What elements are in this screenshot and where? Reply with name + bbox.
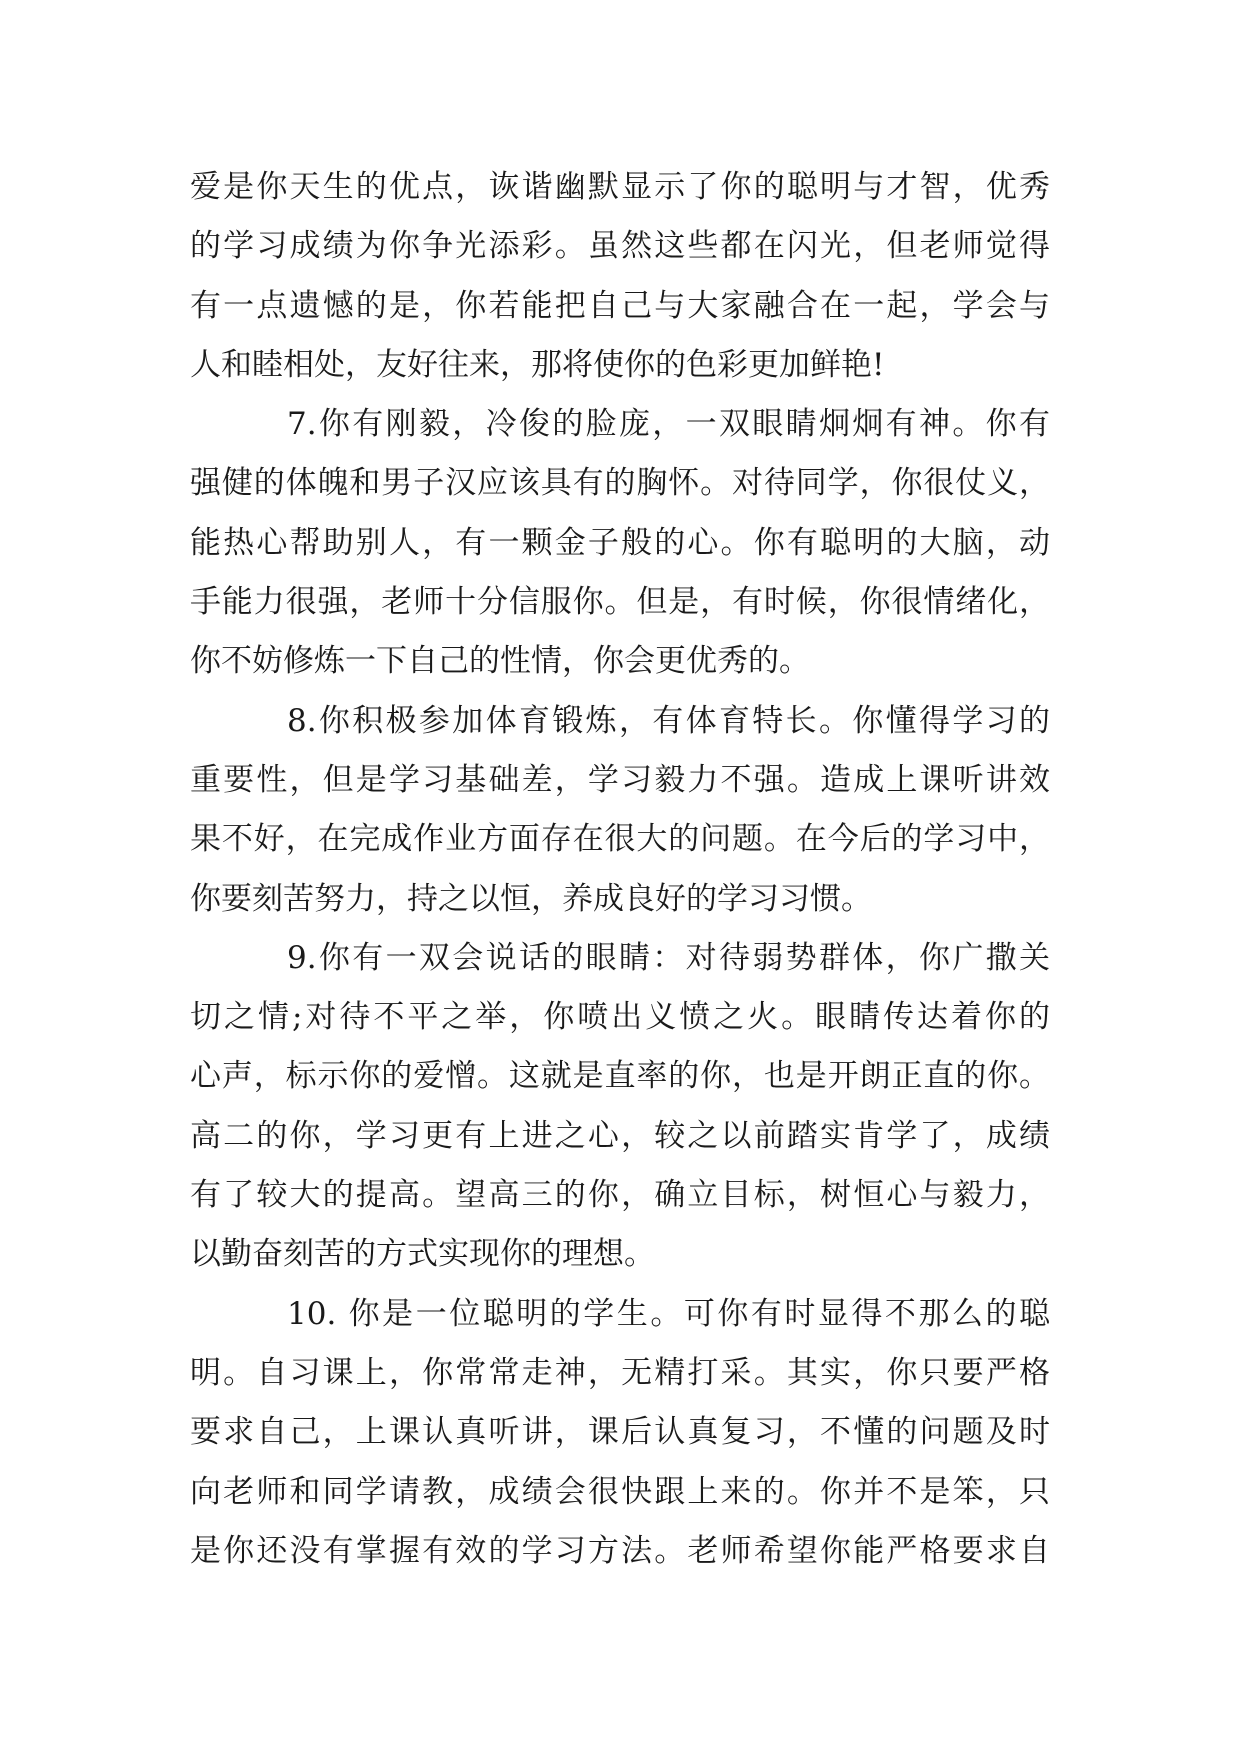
paragraph-7-line-4: 手能力很强，老师十分信服你。但是，有时候，你很情绪化， (190, 584, 1050, 621)
paragraph-8-line-3: 果不好，在完成作业方面存在很大的问题。在今后的学习中， (190, 821, 1050, 858)
paragraph-1-line-1: 爱是你天生的优点，诙谐幽默显示了你的聪明与才智，优秀 (190, 169, 1050, 205)
paragraph-1-line-4: 人和睦相处，友好往来，那将使你的色彩更加鲜艳! (190, 346, 885, 383)
paragraph-9-line-6: 以勤奋刻苦的方式实现你的理想。 (190, 1236, 655, 1273)
paragraph-7-line-1: 7.你有刚毅，冷俊的脸庞，一双眼睛炯炯有神。你有 (287, 406, 1050, 443)
document-body (190, 158, 1050, 1581)
paragraph-10-line-4: 向老师和同学请教，成绩会很快跟上来的。你并不是笨，只 (190, 1473, 1050, 1510)
paragraph-10-line-3: 要求自己，上课认真听讲，课后认真复习，不懂的问题及时 (190, 1414, 1050, 1451)
paragraph-7-line-2: 强健的体魄和男子汉应该具有的胸怀。对待同学，你很仗义， (190, 465, 1050, 502)
paragraph-7-line-3: 能热心帮助别人，有一颗金子般的心。你有聪明的大脑，动 (190, 524, 1050, 561)
paragraph-1-line-2: 的学习成绩为你争光添彩。虽然这些都在闪光，但老师觉得 (190, 228, 1050, 265)
paragraph-8-line-4: 你要刻苦努力，持之以恒，养成良好的学习习惯。 (190, 880, 872, 917)
paragraph-1-line-3: 有一点遗憾的是，你若能把自己与大家融合在一起，学会与 (190, 287, 1050, 324)
paragraph-9-line-3: 心声，标示你的爱憎。这就是直率的你，也是开朗正直的你。 (190, 1058, 1050, 1095)
paragraph-9-line-5: 有了较大的提高。望高三的你，确立目标，树恒心与毅力， (190, 1177, 1050, 1214)
paragraph-8-line-2: 重要性，但是学习基础差，学习毅力不强。造成上课听讲效 (190, 761, 1050, 798)
paragraph-10-line-2: 明。自习课上，你常常走神，无精打采。其实，你只要严格 (190, 1354, 1050, 1391)
paragraph-7-line-5: 你不妨修炼一下自己的性情，你会更优秀的。 (190, 643, 810, 680)
paragraph-9-line-1: 9.你有一双会说话的眼睛：对待弱势群体，你广撒关 (287, 939, 1050, 976)
paragraph-9-line-2: 切之情;对待不平之举，你喷出义愤之火。眼睛传达着你的 (190, 999, 1050, 1036)
paragraph-10-line-1: 10. 你是一位聪明的学生。可你有时显得不那么的聪 (287, 1295, 1050, 1332)
paragraph-9-line-4: 高二的你，学习更有上进之心，较之以前踏实肯学了，成绩 (190, 1117, 1050, 1154)
paragraph-10-line-5: 是你还没有掌握有效的学习方法。老师希望你能严格要求自 (190, 1532, 1050, 1569)
paragraph-8-line-1: 8.你积极参加体育锻炼，有体育特长。你懂得学习的 (287, 702, 1050, 739)
